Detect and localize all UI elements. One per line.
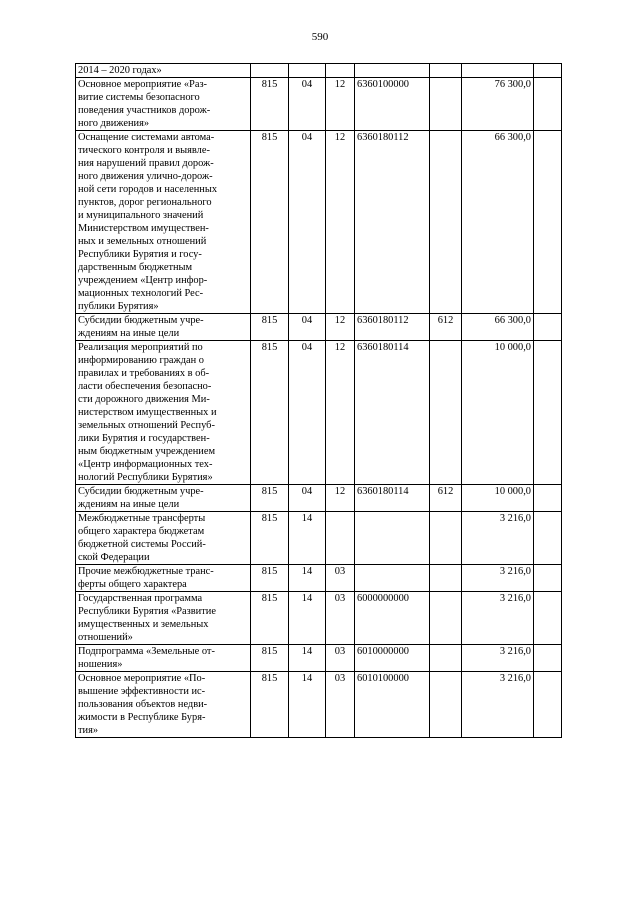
target-article-cell: 6360100000 — [355, 78, 430, 131]
item-name-line: бюджетной системы Россий- — [78, 539, 206, 550]
ministry-code-cell — [251, 64, 289, 78]
expense-type-cell — [430, 565, 462, 592]
subsection-code-cell: 12 — [326, 341, 355, 485]
item-name-line: пунктов, дорог регионального — [78, 197, 212, 208]
section-code-cell: 04 — [289, 341, 326, 485]
section-code-cell: 04 — [289, 314, 326, 341]
item-name-line: Субсидии бюджетным учре- — [78, 486, 204, 497]
subsection-code-cell: 12 — [326, 78, 355, 131]
amount-cell: 3 216,0 — [462, 565, 534, 592]
section-code-cell: 14 — [289, 672, 326, 738]
table-row — [76, 341, 562, 485]
expense-type-cell: 612 — [430, 314, 462, 341]
extra-amount-cell — [534, 64, 562, 78]
table-row — [76, 485, 562, 512]
item-name-line: ферты общего характера — [78, 579, 187, 590]
table-row — [76, 78, 562, 131]
extra-amount-cell — [534, 672, 562, 738]
item-name-line: Оснащение системами автома- — [78, 132, 215, 143]
table-row — [76, 314, 562, 341]
item-name-line: ния нарушений правил дорож- — [78, 158, 214, 169]
item-name-line: ждениям на иные цели — [78, 328, 180, 339]
amount-cell: 10 000,0 — [462, 485, 534, 512]
item-name-line: публики Бурятия» — [78, 301, 159, 312]
amount-cell: 3 216,0 — [462, 592, 534, 645]
target-article-cell: 6360180114 — [355, 485, 430, 512]
item-name-cell — [76, 512, 251, 565]
item-name-line: ношения» — [78, 659, 123, 670]
amount-cell: 3 216,0 — [462, 512, 534, 565]
subsection-code-cell: 03 — [326, 672, 355, 738]
extra-amount-cell — [534, 645, 562, 672]
section-code-cell: 14 — [289, 645, 326, 672]
subsection-code-cell: 12 — [326, 314, 355, 341]
item-name-cell — [76, 341, 251, 485]
ministry-code-cell: 815 — [251, 512, 289, 565]
subsection-code-cell: 03 — [326, 592, 355, 645]
item-name-cell — [76, 565, 251, 592]
extra-amount-cell — [534, 592, 562, 645]
target-article-cell — [355, 565, 430, 592]
extra-amount-cell — [534, 565, 562, 592]
item-name-line: ждениям на иные цели — [78, 499, 180, 510]
item-name-line: Республики Бурятия и госу- — [78, 249, 202, 260]
table-row — [76, 645, 562, 672]
ministry-code-cell: 815 — [251, 565, 289, 592]
target-article-cell: 6010000000 — [355, 645, 430, 672]
section-code-cell: 14 — [289, 565, 326, 592]
item-name-line: земельных отношений Респуб- — [78, 420, 215, 431]
extra-amount-cell — [534, 78, 562, 131]
target-article-cell: 6360180112 — [355, 314, 430, 341]
subsection-code-cell — [326, 64, 355, 78]
extra-amount-cell — [534, 485, 562, 512]
amount-cell: 10 000,0 — [462, 341, 534, 485]
amount-cell: 3 216,0 — [462, 672, 534, 738]
item-name-line: вышение эффективности ис- — [78, 686, 206, 697]
section-code-cell: 04 — [289, 78, 326, 131]
item-name-line: отношений» — [78, 632, 133, 643]
item-name-line: имущественных и земельных — [78, 619, 209, 630]
ministry-code-cell: 815 — [251, 672, 289, 738]
item-name-line: пользования объектов недви- — [78, 699, 208, 710]
expense-type-cell — [430, 64, 462, 78]
amount-cell: 76 300,0 — [462, 78, 534, 131]
expense-type-cell — [430, 512, 462, 565]
item-name-cell — [76, 645, 251, 672]
item-name-line: жимости в Республике Буря- — [78, 712, 206, 723]
item-name-line: учреждением «Центр инфор- — [78, 275, 208, 286]
table-row — [76, 592, 562, 645]
expense-type-cell — [430, 131, 462, 314]
item-name-cell — [76, 485, 251, 512]
expense-type-cell — [430, 78, 462, 131]
table-row — [76, 131, 562, 314]
amount-cell: 66 300,0 — [462, 314, 534, 341]
expense-type-cell — [430, 341, 462, 485]
target-article-cell — [355, 64, 430, 78]
amount-cell: 66 300,0 — [462, 131, 534, 314]
target-article-cell: 6360180114 — [355, 341, 430, 485]
item-name-line: витие системы безопасного — [78, 92, 200, 103]
item-name-line: лики Бурятия и государствен- — [78, 433, 210, 444]
expense-type-cell — [430, 592, 462, 645]
amount-cell — [462, 64, 534, 78]
item-name-line: 2014 – 2020 годах» — [78, 65, 162, 76]
item-name-line: мационных технологий Рес- — [78, 288, 204, 299]
section-code-cell: 04 — [289, 485, 326, 512]
table-row — [76, 512, 562, 565]
item-name-line: ласти обеспечения безопасно- — [78, 381, 212, 392]
section-code-cell: 04 — [289, 131, 326, 314]
item-name-line: Государственная программа — [78, 593, 203, 604]
subsection-code-cell: 03 — [326, 565, 355, 592]
target-article-cell: 6010100000 — [355, 672, 430, 738]
target-article-cell: 6360180112 — [355, 131, 430, 314]
target-article-cell: 6000000000 — [355, 592, 430, 645]
extra-amount-cell — [534, 341, 562, 485]
item-name-line: дарственным бюджетным — [78, 262, 193, 273]
section-code-cell: 14 — [289, 512, 326, 565]
item-name-line: информированию граждан о — [78, 355, 204, 366]
section-code-cell: 14 — [289, 592, 326, 645]
item-name-line: и муниципального значений — [78, 210, 204, 221]
ministry-code-cell: 815 — [251, 78, 289, 131]
page-number: 590 — [311, 31, 329, 43]
item-name-line: ской Федерации — [78, 552, 150, 563]
item-name-line: Основное мероприятие «Раз- — [78, 79, 208, 90]
ministry-code-cell: 815 — [251, 592, 289, 645]
item-name-line: Прочие межбюджетные транс- — [78, 566, 214, 577]
item-name-line: Субсидии бюджетным учре- — [78, 315, 204, 326]
amount-cell: 3 216,0 — [462, 645, 534, 672]
item-name-line: ного движения» — [78, 118, 150, 129]
item-name-line: тия» — [78, 725, 99, 736]
item-name-line: ного движения улично-дорож- — [78, 171, 213, 182]
expense-type-cell: 612 — [430, 485, 462, 512]
target-article-cell — [355, 512, 430, 565]
subsection-code-cell — [326, 512, 355, 565]
subsection-code-cell: 03 — [326, 645, 355, 672]
item-name-line: Министерством имуществен- — [78, 223, 209, 234]
expense-type-cell — [430, 672, 462, 738]
item-name-line: ной сети городов и населенных — [78, 184, 218, 195]
subsection-code-cell: 12 — [326, 485, 355, 512]
ministry-code-cell: 815 — [251, 485, 289, 512]
item-name-cell — [76, 78, 251, 131]
item-name-cell — [76, 131, 251, 314]
extra-amount-cell — [534, 131, 562, 314]
ministry-code-cell: 815 — [251, 314, 289, 341]
item-name-line: ных и земельных отношений — [78, 236, 207, 247]
item-name-cell — [76, 314, 251, 341]
item-name-line: тического контроля и выявле- — [78, 145, 210, 156]
item-name-cell — [76, 64, 251, 78]
expense-type-cell — [430, 645, 462, 672]
item-name-line: Подпрограмма «Земельные от- — [78, 646, 215, 657]
item-name-line: общего характера бюджетам — [78, 526, 205, 537]
item-name-line: «Центр информационных тех- — [78, 459, 213, 470]
budget-table — [75, 63, 562, 738]
item-name-line: нистерством имущественных и — [78, 407, 217, 418]
item-name-line: Межбюджетные трансферты — [78, 513, 206, 524]
extra-amount-cell — [534, 314, 562, 341]
item-name-line: Основное мероприятие «По- — [78, 673, 206, 684]
table-body — [76, 64, 562, 738]
item-name-line: поведения участников дорож- — [78, 105, 211, 116]
item-name-line: нологий Республики Бурятия» — [78, 472, 213, 483]
item-name-line: Республики Бурятия «Развитие — [78, 606, 216, 617]
item-name-line: правилах и требованиях в об- — [78, 368, 210, 379]
subsection-code-cell: 12 — [326, 131, 355, 314]
table-row — [76, 64, 562, 78]
table-row — [76, 672, 562, 738]
item-name-cell — [76, 592, 251, 645]
item-name-cell — [76, 672, 251, 738]
extra-amount-cell — [534, 512, 562, 565]
item-name-line: Реализация мероприятий по — [78, 342, 203, 353]
item-name-line: сти дорожного движения Ми- — [78, 394, 210, 405]
ministry-code-cell: 815 — [251, 341, 289, 485]
table-row — [76, 565, 562, 592]
ministry-code-cell: 815 — [251, 131, 289, 314]
item-name-line: ным бюджетным учреждением — [78, 446, 216, 457]
section-code-cell — [289, 64, 326, 78]
ministry-code-cell: 815 — [251, 645, 289, 672]
